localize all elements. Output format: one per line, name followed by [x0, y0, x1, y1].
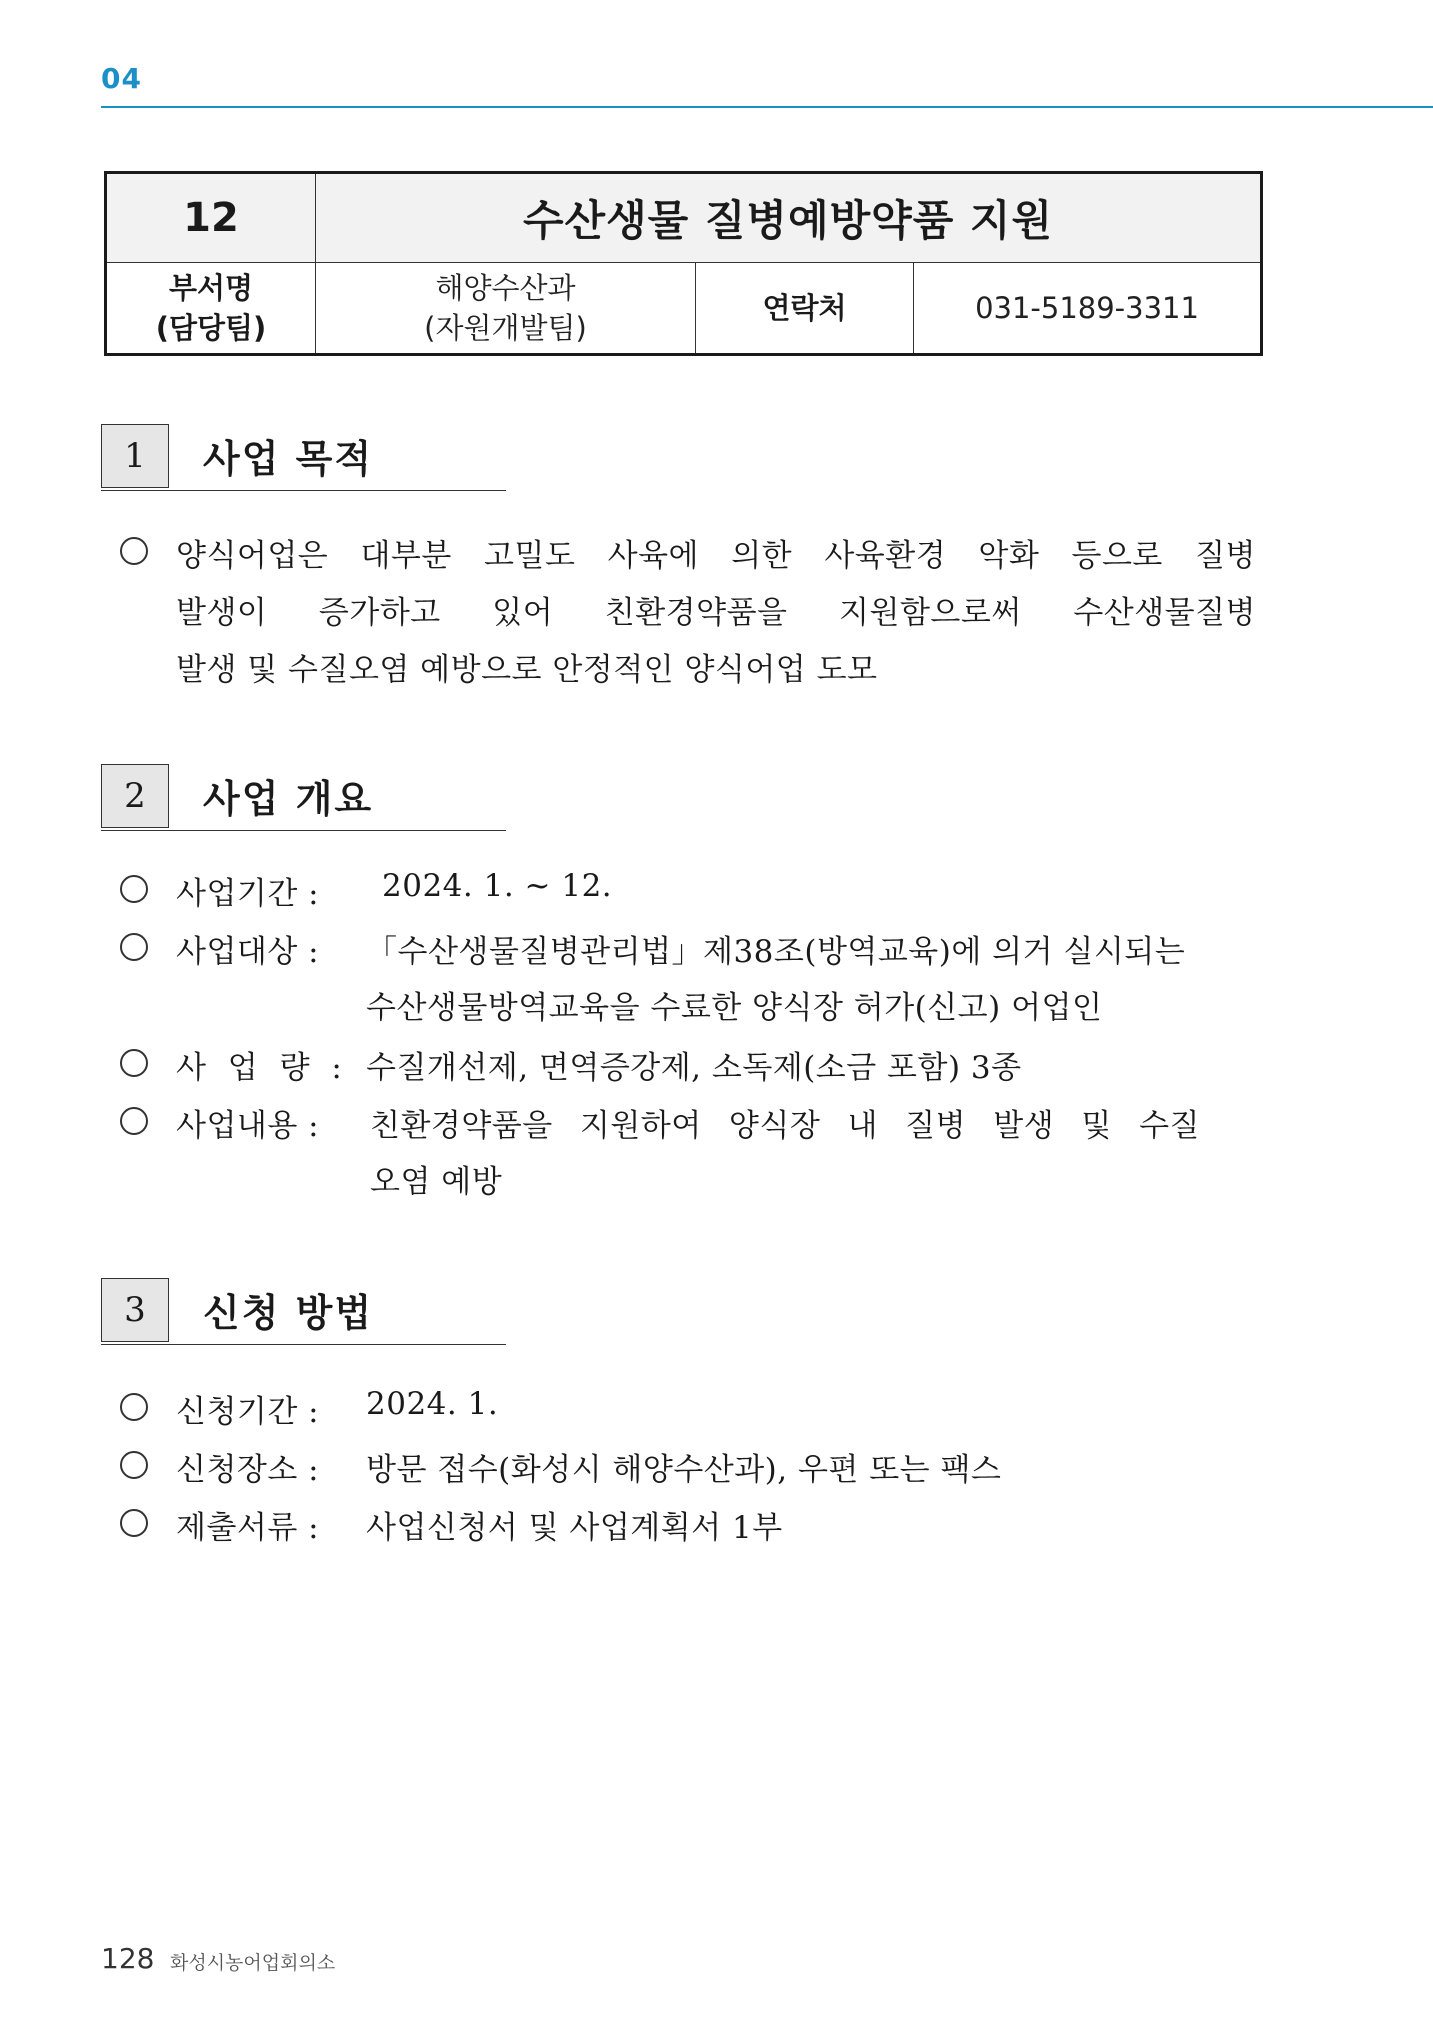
apply-period-label: 신청기간 :: [176, 1394, 320, 1430]
overview-content: [120, 1100, 1260, 1210]
apply-period-value: 2024. 1.: [366, 1386, 499, 1422]
contact-value: 031-5189-3311: [914, 263, 1262, 355]
program-number: 12: [106, 173, 316, 263]
overview-period-value: 2024. 1. ~ 12.: [382, 868, 613, 904]
dept-label-line-1: 부서명: [168, 271, 254, 305]
section-1-title: 사업 목적: [203, 437, 374, 481]
contact-label: 연락처: [696, 263, 914, 355]
circle-bullet-icon: [120, 933, 148, 961]
dept-value-line-2: (자원개발팀): [424, 311, 587, 345]
overview-period: [120, 868, 1260, 918]
section-1-item: [120, 530, 1260, 700]
apply-documents-value: 사업신청서 및 사업계획서 1부: [366, 1510, 783, 1546]
overview-content-line-2: 오염 예방: [370, 1164, 503, 1200]
purpose-line-2: 발생이 증가하고 있어 친환경약품을 지원함으로써 수산생물질병: [176, 595, 1256, 631]
apply-place-label: 신청장소 :: [176, 1452, 320, 1488]
section-3-number: 3: [101, 1278, 169, 1342]
overview-content-label: 사업내용 :: [176, 1108, 320, 1144]
overview-target-label: 사업대상 :: [176, 934, 320, 970]
section-1-heading: [101, 424, 506, 491]
program-title: 수산생물 질병예방약품 지원: [316, 173, 1262, 263]
circle-bullet-icon: [120, 1451, 148, 1479]
overview-period-label: 사업기간 :: [176, 876, 320, 912]
section-1-number: 1: [101, 424, 169, 488]
circle-bullet-icon: [120, 1393, 148, 1421]
apply-period: [120, 1386, 1260, 1436]
circle-bullet-icon: [120, 1107, 148, 1135]
dept-value-line-1: 해양수산과: [435, 271, 576, 305]
dept-value: [316, 263, 696, 355]
purpose-line-1: 양식어업은 대부분 고밀도 사육에 의한 사육환경 악화 등으로 질병: [176, 538, 1256, 574]
chapter-number: 04: [101, 62, 142, 95]
overview-content-line-1: 친환경약품을 지원하여 양식장 내 질병 발생 및 수질: [370, 1108, 1200, 1144]
chapter-divider: [101, 106, 1433, 108]
overview-target-line-1: 「수산생물질병관리법」제38조(방역교육)에 의거 실시되는: [366, 934, 1186, 970]
program-info-row: [106, 263, 1262, 355]
overview-target: [120, 926, 1260, 1036]
circle-bullet-icon: [120, 537, 148, 565]
section-2-heading: [101, 764, 506, 831]
overview-target-line-2: 수산생물방역교육을 수료한 양식장 허가(신고) 어업인: [366, 990, 1103, 1026]
program-info-table: [104, 171, 1263, 356]
publisher-name: 화성시농어업회의소: [170, 1952, 336, 1974]
circle-bullet-icon: [120, 1509, 148, 1537]
section-2-number: 2: [101, 764, 169, 828]
program-title-row: [106, 173, 1262, 263]
overview-quantity: [120, 1042, 1260, 1092]
apply-documents-label: 제출서류 :: [176, 1510, 320, 1546]
page-number: 128: [101, 1942, 155, 1975]
circle-bullet-icon: [120, 875, 148, 903]
apply-place: [120, 1444, 1260, 1494]
purpose-line-3: 발생 및 수질오염 예방으로 안정적인 양식어업 도모: [176, 652, 878, 688]
section-2-title: 사업 개요: [203, 777, 374, 821]
section-3-heading: [101, 1278, 506, 1345]
overview-quantity-label: 사 업 량 :: [176, 1050, 348, 1086]
apply-place-value: 방문 접수(화성시 해양수산과), 우편 또는 팩스: [366, 1452, 1002, 1488]
dept-label: [106, 263, 316, 355]
section-3-title: 신청 방법: [203, 1291, 374, 1335]
circle-bullet-icon: [120, 1049, 148, 1077]
overview-quantity-value: 수질개선제, 면역증강제, 소독제(소금 포함) 3종: [366, 1050, 1022, 1086]
dept-label-line-2: (담당팀): [155, 311, 267, 345]
apply-documents: [120, 1502, 1260, 1552]
